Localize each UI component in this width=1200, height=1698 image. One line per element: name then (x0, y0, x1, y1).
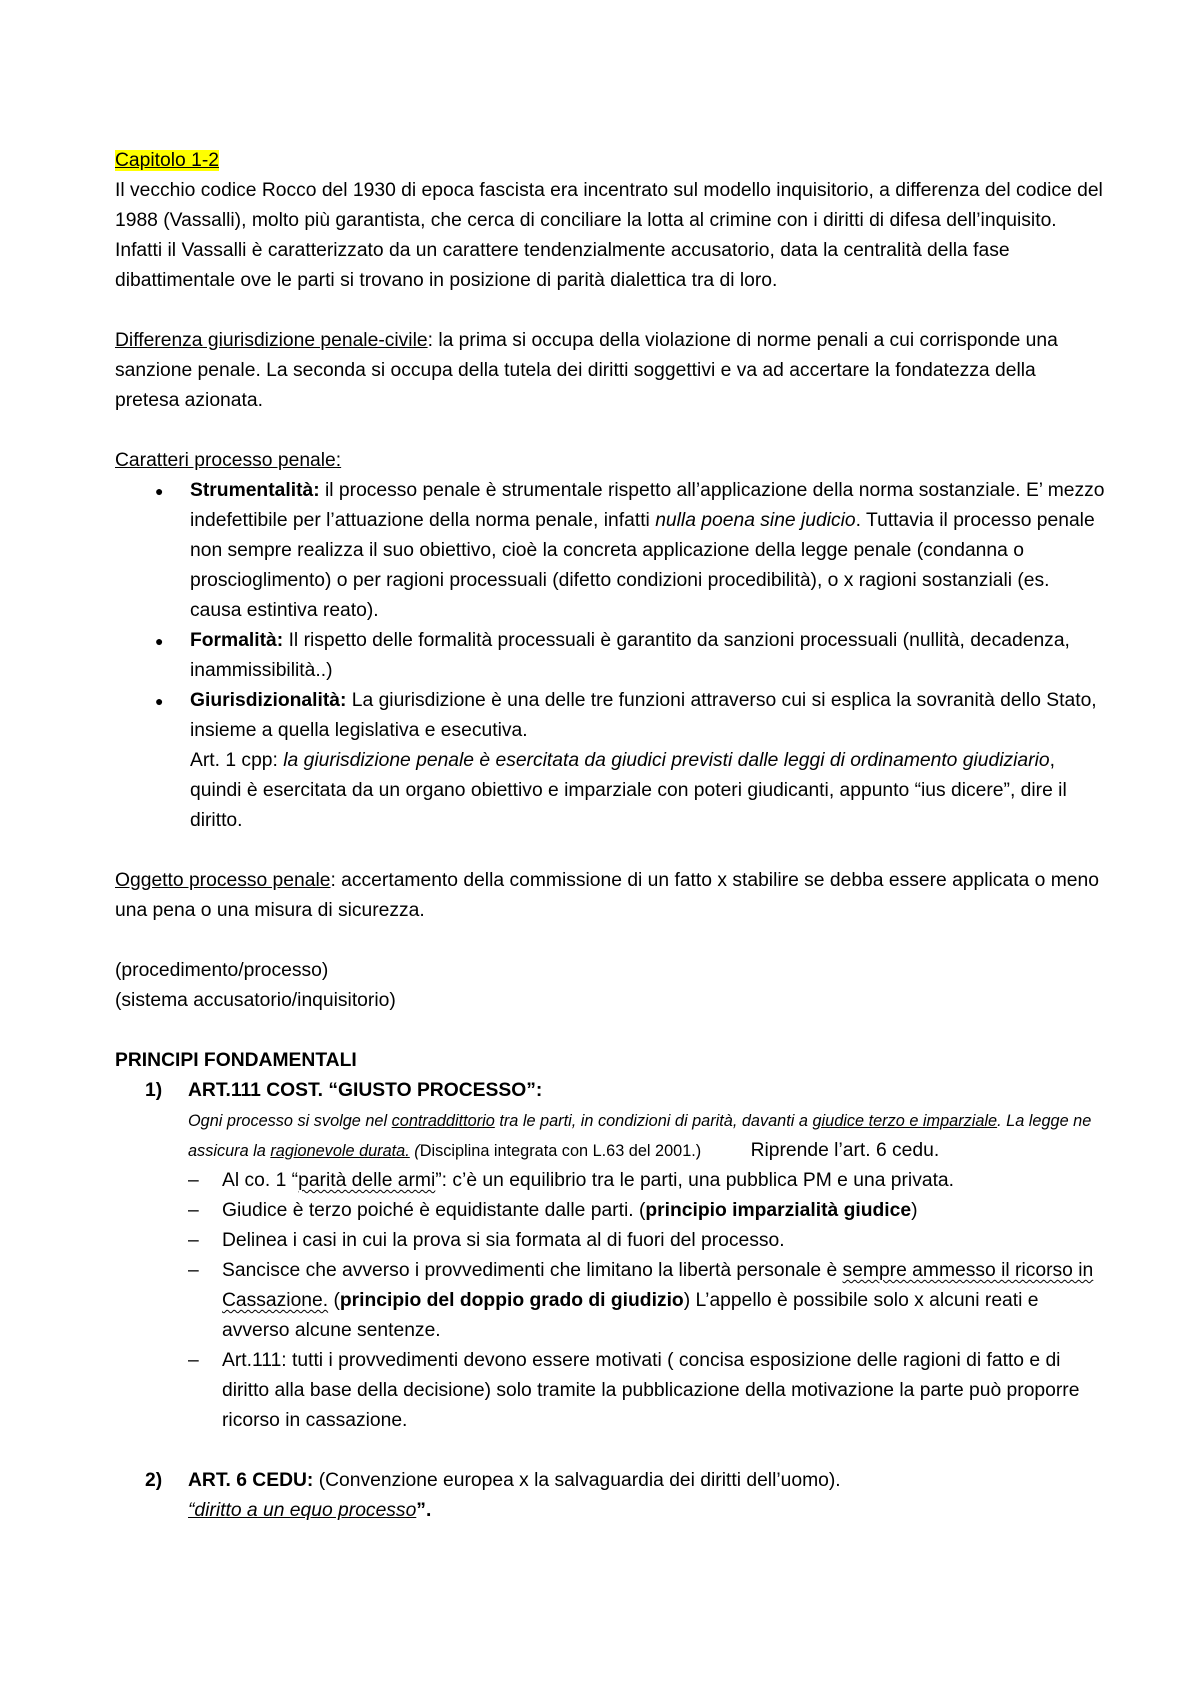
sub-item-parita: – Al co. 1 “parità delle armi”: c’è un equilibrio tra le parti, una pubblica PM e una privata. (188, 1166, 1105, 1196)
principi-list (115, 1076, 1105, 1526)
art111-sublist (188, 1166, 1105, 1436)
oggetto-label: Oggetto processo penale (115, 870, 331, 891)
principi-heading: PRINCIPI FONDAMENTALI (115, 1050, 357, 1071)
list-item-formalita: ● Formalità: Il rispetto delle formalità processuali è garantito da sanzioni processuali (nullità, decadenza, inammissibilità..) (115, 626, 1105, 686)
document-page (115, 146, 1105, 1526)
differenza-label: Differenza giurisdizione penale-civile (115, 330, 428, 351)
sub-item-motivazione: – Art.111: tutti i provvedimenti devono essere motivati ( concisa esposizione delle ragioni di fatto e di diritto alla base della decisione) solo tramite la pubblicazione della motivazione la parte può proporre ricorso in cassazione. (188, 1346, 1105, 1436)
oggetto-paragraph: Oggetto processo penale: accertamento della commissione di un fatto x stabilire se debba essere applicata o meno una pena o una misura di sicurezza. (115, 870, 1099, 921)
sub-item-cassazione: – Sancisce che avverso i provvedimenti che limitano la libertà personale è sempre ammesso il ricorso in Cassazione. (principio del doppio grado di giudizio) L’appello è possibile solo x alcuni reati e avverso alcune sentenze. (188, 1256, 1105, 1346)
differenza-paragraph: Differenza giurisdizione penale-civile: la prima si occupa della violazione di norme penali a cui corrisponde una sanzione penale. La seconda si occupa della tutela dei diritti soggettivi e va ad accertare la fondatezza della pretesa azionata. (115, 330, 1058, 411)
intro-paragraph: Il vecchio codice Rocco del 1930 di epoca fascista era incentrato sul modello inquisitorio, a differenza del codice del 1988 (Vassalli), molto più garantista, che cerca di conciliare la lotta al crimine con i diritti di difesa dell’inquisito. Infatti il Vassalli è caratterizzato da un carattere tendenzialmente accusatorio, data la centralità della fase dibattimentale ove le parti si trovano in posizione di parità dialettica tra di loro. (115, 180, 1103, 291)
list-item-strumentalita: ● Strumentalità: il processo penale è strumentale rispetto all’applicazione della norma sostanziale. E’ mezzo indefettibile per l’attuazione della norma penale, infatti nulla poena sine judicio. Tuttavia il processo penale non sempre realizza il suo obiettivo, cioè la concreta applicazione della legge penale (condanna o proscioglimento) o per ragioni processuali (difetto condizioni procedibilità), o x ragioni sostanziali (es. causa estintiva reato). (115, 476, 1105, 626)
chapter-heading: Capitolo 1-2 (115, 150, 219, 171)
list-item-art6: 2) ART. 6 CEDU: (Convenzione europea x la salvaguardia dei diritti dell’uomo). “diritto a un equo processo”. (145, 1470, 841, 1521)
sub-item-giudice: – Giudice è terzo poiché è equidistante dalle parti. (principio imparzialità giudice) (188, 1196, 1105, 1226)
caratteri-heading: Caratteri processo penale: (115, 450, 342, 471)
parenthetical-1: (procedimento/processo) (115, 960, 329, 981)
art111-quote: Ogni processo si svolge nel contraddittorio tra le parti, in condizioni di parità, davanti a giudice terzo e imparziale. La legge ne assicura la ragionevole durata. (Disciplina integrata con L.63 del 2001.) (188, 1112, 1092, 1160)
list-item-giurisdizionalita: ● Giurisdizionalità: La giurisdizione è una delle tre funzioni attraverso cui si esplica la sovranità dello Stato, insieme a quella legislativa e esecutiva. Art. 1 cpp: la giurisdizione penale è esercitata da giudici previsti dalle leggi di ordinamento giudiziario, quindi è esercitata da un organo obiettivo e imparziale con poteri giudicanti, appunto “ius dicere”, dire il diritto. (115, 686, 1105, 836)
parenthetical-2: (sistema accusatorio/inquisitorio) (115, 990, 396, 1011)
sub-item-prova: – Delinea i casi in cui la prova si sia formata al di fuori del processo. (188, 1226, 1105, 1256)
art6-quote: “diritto a un equo processo (188, 1500, 417, 1521)
caratteri-list (115, 476, 1105, 836)
list-item-art111: 1) ART.111 COST. “GIUSTO PROCESSO”: Ogni processo si svolge nel contraddittorio tra le parti, in condizioni di parità, davanti a giudice terzo e imparziale. La legge ne assicura la ragionevole durata. (Disciplina integrata con L.63 del 2001.) Riprende l’art. 6 cedu. – Al co. 1 “parità delle armi”: c’è un equilibrio tra le parti, una pubblica PM e una privata. – Giudice è terzo poiché è equidistante dalle parti. (principio imparzialità giudice) – Delinea i casi in cui la prova si sia formata al di fuori del processo. – Sancisce che avverso i provvedimenti che limitano la libertà personale è sempre ammesso il ricorso in Cassazione. (principio del doppio grado di giudizio) L’appello è possibile solo x alcuni reati e avverso alcune sentenze. – Art.111: tutti i provvedimenti devono essere motivati ( concisa esposizione delle ragioni di fatto e di diritto alla base della decisione) solo tramite la pubblicazione della motivazione la parte può proporre ricorso in cassazione. (115, 1076, 1105, 1436)
